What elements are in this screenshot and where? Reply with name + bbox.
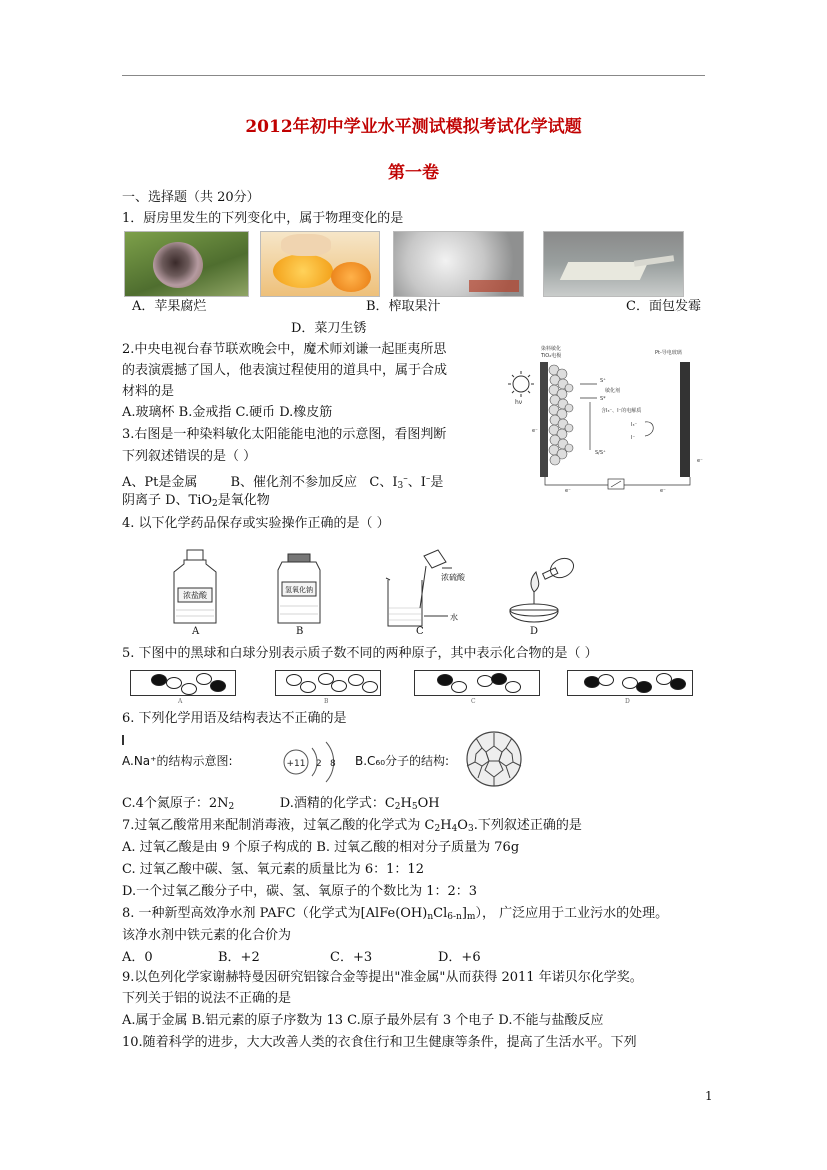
q6-option-d: D.酒精的化学式：$C_2H_5OH$ bbox=[279, 796, 440, 812]
q3-option-c: C、$I_3^-$、I–是 bbox=[369, 474, 444, 491]
q4-figures bbox=[170, 548, 575, 636]
q1-stem: 1．厨房里发生的下列变化中，属于物理变化的是 bbox=[122, 211, 404, 226]
q3-option-a: A、Pt是金属 bbox=[122, 475, 198, 490]
q5-label-d: D bbox=[625, 698, 630, 705]
svg-text:敏化剂: 敏化剂 bbox=[605, 388, 621, 394]
q1-option-c: C．面包发霉 bbox=[626, 299, 701, 314]
svg-text:2: 2 bbox=[316, 759, 322, 769]
q6-stem: 6. 下列化学用语及结构表达不正确的是 bbox=[122, 711, 347, 726]
tio2-electrode bbox=[540, 362, 548, 477]
q8-option-a: A．0 bbox=[122, 950, 153, 965]
q1-photo-apple bbox=[124, 231, 249, 297]
volume-title: 第一卷 bbox=[388, 163, 439, 183]
q9-stem: 9.以色列化学家谢赫特曼因研究铝镓合金等提出"准金属"从而获得 2011 年诺贝尔化学奖。 bbox=[122, 970, 643, 985]
q6-option-c: C.4个氮原子：$2N_2$ bbox=[122, 796, 235, 812]
q3-option-b: B、催化剂不参加反应 bbox=[230, 475, 357, 490]
q7-option-c: C. 过氧乙酸中碳、氢、氧元素的质量比为 6：1：12 bbox=[122, 862, 424, 877]
q10-stem: 10.随着科学的进步，大大改善人类的衣食住行和卫生健康等条件，提高了生活水平。下列 bbox=[122, 1035, 637, 1050]
q2-line-3: 材料的是 bbox=[122, 384, 175, 399]
bottle-a-label: 浓盐酸 bbox=[183, 591, 207, 600]
q9-line-2: 下列关于铝的说法不正确的是 bbox=[122, 991, 292, 1006]
q6-option-b-text: B.C₆₀分子的结构: bbox=[355, 754, 450, 768]
na-ion-structure bbox=[278, 738, 348, 786]
page-number: 1 bbox=[705, 1089, 713, 1103]
svg-text:S/S⁺: S/S⁺ bbox=[595, 450, 606, 456]
q7-options-ab: A. 过氧乙酸是由 9 个原子构成的 B. 过氧乙酸的相对分子质量为 76g bbox=[122, 840, 520, 855]
q5-label-b: B bbox=[324, 698, 329, 705]
q2-line-1: 2.中央电视台春节联欢晚会中，魔术师刘谦一起匪夷所思 bbox=[122, 342, 447, 357]
q1-photo-juicer bbox=[260, 231, 380, 297]
q2-line-2: 的表演震撼了国人，他表演过程使用的道具中，属于合成 bbox=[122, 363, 448, 378]
q8-option-b: B．+2 bbox=[218, 950, 260, 965]
white-atom bbox=[166, 677, 182, 689]
q5-label-a: A bbox=[178, 698, 183, 705]
pt-electrode bbox=[680, 362, 690, 477]
svg-text:B: B bbox=[296, 626, 304, 636]
black-atom bbox=[151, 674, 167, 686]
q1-option-d: D．菜刀生锈 bbox=[291, 321, 367, 336]
q3-line-3 bbox=[122, 471, 443, 494]
sun-icon bbox=[508, 371, 534, 397]
q1-photo-rusty-knife bbox=[543, 231, 684, 297]
svg-text:e⁻: e⁻ bbox=[565, 488, 571, 492]
q8-option-c: C．+3 bbox=[330, 950, 373, 965]
q7-stem: 7.过氧乙酸常用来配制消毒液，过氧乙酸的化学式为 $C_2H_4O_3$.下列叙述正确的是 bbox=[122, 818, 582, 834]
q3-line-4: 阴离子 D、TiO$_2$是氧化物 bbox=[122, 493, 270, 509]
section-heading: 一、选择题（共 20分） bbox=[122, 190, 260, 205]
tio2-particles bbox=[549, 365, 573, 465]
svg-text:e⁻: e⁻ bbox=[697, 458, 703, 464]
svg-text:C: C bbox=[416, 626, 424, 636]
c60-molecule bbox=[462, 730, 526, 788]
q5-box-a bbox=[130, 670, 236, 696]
svg-text:TiO₂电极: TiO₂电极 bbox=[541, 353, 562, 359]
q6-options-cd bbox=[122, 796, 440, 815]
svg-text:e⁻: e⁻ bbox=[532, 428, 538, 434]
svg-text:e⁻: e⁻ bbox=[660, 488, 666, 492]
q1-option-b: B．榨取果汁 bbox=[366, 299, 441, 314]
white-atom bbox=[181, 683, 197, 695]
q5-box-d bbox=[567, 670, 693, 696]
q1-photo-moldy-bread bbox=[393, 231, 524, 297]
svg-text:S⁺: S⁺ bbox=[600, 378, 606, 384]
beaker-c bbox=[386, 550, 452, 626]
q5-label-c: C bbox=[471, 698, 476, 705]
svg-text:I⁻: I⁻ bbox=[631, 435, 636, 441]
q5-stem: 5. 下图中的黑球和白球分别表示质子数不同的两种原子，其中表示化合物的是（ ） bbox=[122, 646, 598, 661]
q8-option-d: D．+6 bbox=[438, 950, 481, 965]
svg-text:Pt-导电玻璃: Pt-导电玻璃 bbox=[655, 350, 682, 356]
q3-line-1: 3.右图是一种染料敏化太阳能能电池的示意图，看图判断 bbox=[122, 427, 447, 442]
svg-text:A: A bbox=[192, 626, 200, 636]
svg-text:8: 8 bbox=[330, 759, 336, 769]
beaker-label-water: 水 bbox=[450, 613, 458, 622]
svg-text:含I₃⁻、I⁻的电解质: 含I₃⁻、I⁻的电解质 bbox=[601, 408, 642, 414]
hv-label: hν bbox=[515, 399, 523, 406]
svg-text:S*: S* bbox=[600, 396, 606, 402]
alcohol-lamp-d bbox=[510, 555, 575, 622]
q4-stem: 4. 以下化学药品保存或实验操作正确的是（ ） bbox=[122, 516, 390, 531]
svg-text:D: D bbox=[530, 626, 539, 636]
header-rule bbox=[122, 75, 705, 76]
black-atom bbox=[210, 680, 226, 692]
q3-line-2: 下列叙述错误的是（ ） bbox=[122, 449, 257, 464]
bottle-a bbox=[174, 550, 216, 623]
q7-option-d: D.一个过氧乙酸分子中，碳、氢、氧原子的个数比为 1：2：3 bbox=[122, 884, 478, 899]
q8-stem: 8. 一种新型高效净水剂 PAFC（化学式为$[AlFe(OH)_nCl_{6-n}]_m$）， 广泛应用于工业污水的处理。 bbox=[122, 906, 669, 922]
svg-text:+11: +11 bbox=[286, 759, 306, 769]
q9-options: A.属于金属 B.铝元素的原子序数为 13 C.原子最外层有 3 个电子 D.不能与盐酸反应 bbox=[122, 1013, 604, 1028]
q8-line-2: 该净水剂中铁元素的化合价为 bbox=[122, 928, 292, 943]
cursor-mark bbox=[122, 735, 124, 745]
exam-title: 2012年初中学业水平测试模拟考试化学试题 bbox=[245, 117, 582, 137]
q1-option-a: A．苹果腐烂 bbox=[132, 299, 207, 314]
svg-text:I₃⁻: I₃⁻ bbox=[631, 422, 638, 428]
svg-text:染料敏化: 染料敏化 bbox=[541, 346, 562, 352]
bottle-b-label: 氢氧化钠 bbox=[285, 586, 313, 594]
solar-cell-diagram bbox=[505, 342, 710, 492]
beaker-label-acid: 浓硫酸 bbox=[441, 573, 465, 582]
q5-box-b bbox=[275, 670, 381, 696]
q2-options: A.玻璃杯 B.金戒指 C.硬币 D.橡皮筋 bbox=[122, 405, 333, 420]
q5-box-c bbox=[414, 670, 540, 696]
q6-option-a-text: A.Na⁺的结构示意图: bbox=[122, 754, 233, 768]
